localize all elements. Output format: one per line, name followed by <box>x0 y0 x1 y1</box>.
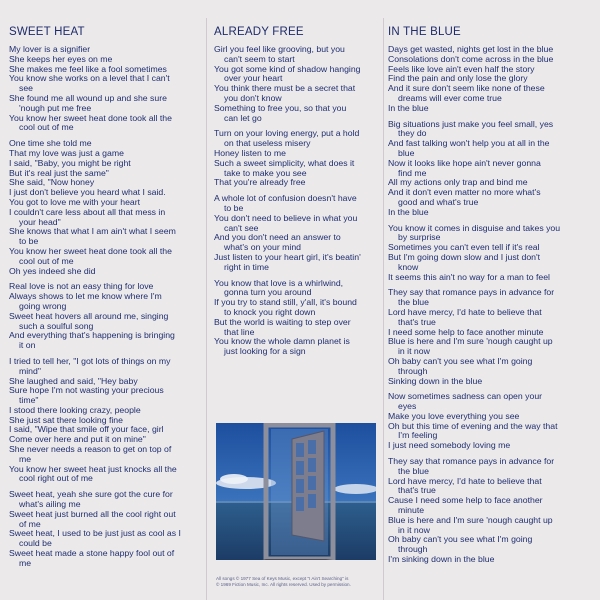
lyric-line: You got some kind of shadow hanging <box>214 63 361 74</box>
lyrics-column-already-free <box>214 0 382 363</box>
lyric-line: the blue <box>398 465 429 476</box>
lyric-line: And everything that's happening is bringing <box>9 330 175 341</box>
lyric-line: She said, "Now honey <box>9 177 95 188</box>
lyric-line: And you don't need an answer to <box>214 232 341 243</box>
lyric-line: My lover is a signifier <box>9 44 91 54</box>
lyric-line: Girl you feel like grooving, but you <box>214 44 345 54</box>
lyric-line: cool out of me <box>19 255 74 266</box>
lyric-line: Sweet heat just burned all the cool right out <box>9 508 176 519</box>
lyric-line: take to make you see <box>224 167 307 178</box>
lyric-line: find me <box>398 167 427 178</box>
lyric-line: In the blue <box>388 206 429 217</box>
lyric-line: cool out of me <box>19 122 74 133</box>
lyric-line: She makes me feel like a fool sometimes <box>9 63 167 74</box>
song-title: IN THE BLUE <box>388 26 461 38</box>
lyric-line: You know it comes in disguise and takes you <box>388 222 561 233</box>
lyric-line: know <box>398 261 419 272</box>
lyric-line: that's true <box>398 485 436 496</box>
stanza-list <box>214 45 382 357</box>
lyric-line: to be <box>19 236 39 247</box>
lyric-line: Such a sweet simplicity, what does it <box>214 157 355 168</box>
lyric-line: eyes <box>398 401 417 412</box>
lyric-line: Sure hope I'm not wasting your precious <box>9 385 164 396</box>
lyric-line: You know her sweet heat done took all the <box>9 112 172 123</box>
lyric-line: what's on your mind <box>224 242 301 253</box>
lyric-line: through <box>398 544 428 555</box>
lyric-line: I'm feeling <box>398 430 438 441</box>
lyric-line: can't seem to start <box>224 53 295 64</box>
lyric-line: Sweet heat, I used to be just just as cool as I <box>9 528 181 539</box>
lyric-line: what's ailing me <box>19 499 81 510</box>
song-title: SWEET HEAT <box>9 26 85 38</box>
lyric-line: All my actions only trap and bind me <box>388 177 528 188</box>
lyric-line: mind" <box>19 365 41 376</box>
lyric-line: You think there must be a secret that <box>214 83 356 94</box>
stanza <box>214 129 382 188</box>
lyric-line: minute <box>398 505 425 516</box>
stanza <box>388 224 596 283</box>
lyric-line: She laughed and said, "Hey baby <box>9 375 138 386</box>
stanza <box>388 457 596 565</box>
lyric-line: Make you love everything you see <box>388 410 520 421</box>
lyric-line: I'm sinking down in the blue <box>388 554 495 565</box>
lyric-line: Oh baby can't you see what I'm going <box>388 355 533 366</box>
lyric-line: 'nough put me free <box>19 102 92 113</box>
lyric-line: That my love was just a game <box>9 147 124 158</box>
lyric-line: One time she told me <box>9 138 92 149</box>
lyric-line: Come over here and put it on mine" <box>9 434 146 445</box>
stanza <box>9 490 202 568</box>
lyric-line: that's true <box>398 316 436 327</box>
lyric-line: Blue is here and I'm sure 'nough caught up <box>388 336 553 347</box>
lyric-line: Oh baby can't you see what I'm going <box>388 534 533 545</box>
lyric-line: You know her sweet heat done took all the <box>9 245 172 256</box>
lyric-line: Feels like love ain't even half the story <box>388 63 535 74</box>
lyric-line: She knows that what I am ain't what I seem <box>9 226 176 237</box>
lyric-line: Days get wasted, nights get lost in the blue <box>388 44 554 54</box>
lyric-line: I need some help to face another minute <box>388 326 544 337</box>
lyric-line: But I'm going down slow and I just don't <box>388 251 541 262</box>
lyric-line: In the blue <box>388 102 429 113</box>
lyric-line: Honey listen to me <box>214 147 286 158</box>
stanza <box>214 279 382 357</box>
lyric-line: good and what's true <box>398 196 479 207</box>
lyric-line: And it sure don't seem like none of these <box>388 83 545 94</box>
lyric-line: Something to free you, so that you <box>214 102 347 113</box>
lyric-line: You got to love me with your heart <box>9 196 141 207</box>
lyric-line: She never needs a reason to get on top of <box>9 444 172 455</box>
lyric-line: Blue is here and I'm sure 'nough caught up <box>388 514 553 525</box>
lyric-line: A whole lot of confusion doesn't have <box>214 193 357 204</box>
lyric-line: I just need somebody loving me <box>388 440 511 451</box>
lyric-line: cool right out of me <box>19 473 93 484</box>
lyric-line: She found me all wound up and she sure <box>9 92 167 103</box>
column-divider <box>206 18 207 600</box>
credit-line: All songs © 1977 Sea of Keys Music, except "I Ain't Searching" is <box>216 576 349 581</box>
lyric-line: time" <box>19 395 39 406</box>
lyric-line: over your heart <box>224 73 283 84</box>
lyric-line: Big situations just make you feel small, yes <box>388 118 554 129</box>
lyric-line: You know she works on a level that I can't <box>9 73 170 84</box>
lyrics-column-sweet-heat <box>9 0 202 575</box>
lyric-line: in it now <box>398 346 430 357</box>
lyrics-column-in-the-blue <box>388 0 596 571</box>
lyric-line: Sometimes you can't even tell if it's real <box>388 242 540 253</box>
lyric-line: Sweet heat made a stone happy fool out of <box>9 548 175 559</box>
lyric-line: I just don't believe you heard what I said. <box>9 187 166 198</box>
lyric-line: Now it looks like hope ain't never gonna <box>388 157 541 168</box>
lyric-line: It seems this ain't no way for a man to feel <box>388 271 550 282</box>
lyric-line: And it don't even matter no more what's <box>388 187 541 198</box>
credit-line: © 1969 Fiction Music, Inc. All rights reserved. Used by permission. <box>216 582 351 587</box>
lyric-line: Lord have mercy, I'd hate to believe that <box>388 475 542 486</box>
lyric-line: to knock you right down <box>224 306 316 317</box>
lyric-line: could be <box>19 538 52 549</box>
lyric-line: can't see <box>224 222 259 233</box>
stanza <box>9 282 202 351</box>
lyric-line: And fast talking won't help you at all in the <box>388 138 550 149</box>
lyric-line: your head" <box>19 216 61 227</box>
lyric-line: on that useless misery <box>224 138 311 149</box>
lyric-line: me <box>19 557 32 568</box>
lyric-line: gonna turn you around <box>224 287 312 298</box>
lyric-line: Turn on your loving energy, put a hold <box>214 128 360 139</box>
lyric-line: Find the pain and only lose the glory <box>388 73 528 84</box>
lyric-line: in it now <box>398 524 430 535</box>
stanza <box>9 357 202 484</box>
lyric-line: You know that love is a whirlwind, <box>214 277 344 288</box>
lyric-line: dreams will ever come true <box>398 92 502 103</box>
copyright-credits <box>216 576 376 588</box>
lyric-line: Consolations don't come across in the blue <box>388 53 554 64</box>
lyric-line: the blue <box>398 297 429 308</box>
lyric-line: They say that romance pays in advance for <box>388 456 555 467</box>
lyric-line: I tried to tell her, "I got lots of things on my <box>9 355 171 366</box>
stanza <box>388 392 596 451</box>
lyric-line: I couldn't care less about all that mess in <box>9 206 166 217</box>
stanza-list <box>9 45 202 569</box>
lyric-line: I said, "Wipe that smile off your face, girl <box>9 424 164 435</box>
lyric-line: Just listen to your heart girl, it's beatin' <box>214 251 361 262</box>
lyric-line: Cause I need some help to face another <box>388 495 543 506</box>
lyric-line: I said, "Baby, you might be right <box>9 157 131 168</box>
lyric-line: through <box>398 365 428 376</box>
lyric-line: She just sat there looking fine <box>9 414 123 425</box>
stanza-list <box>388 45 596 565</box>
lyric-line: it on <box>19 340 36 351</box>
lyric-line: just looking for a sign <box>224 346 306 357</box>
lyric-line: You know the whole damn planet is <box>214 336 350 347</box>
lyric-line: She keeps her eyes on me <box>9 53 113 64</box>
lyric-line: That you're already free <box>214 177 306 188</box>
stanza <box>9 139 202 276</box>
lyric-line: that line <box>224 326 255 337</box>
lyric-line: But the world is waiting to step over <box>214 316 351 327</box>
lyric-line: Oh but this time of evening and the way that <box>388 420 558 431</box>
lyric-line: If you try to stand still, y'all, it's bound <box>214 297 357 308</box>
lyric-line: They say that romance pays in advance for <box>388 287 555 298</box>
door-photo-illustration <box>216 423 376 560</box>
lyric-line: You know her sweet heat just knocks all the <box>9 463 177 474</box>
stanza <box>214 194 382 272</box>
door-in-sky-photo <box>216 423 376 560</box>
lyric-line: But it's real just the same" <box>9 167 109 178</box>
lyric-line: Now sometimes sadness can open your <box>388 391 543 402</box>
lyric-line: going wrong <box>19 300 67 311</box>
stanza <box>388 45 596 114</box>
lyric-line: Sweet heat hovers all around me, singing <box>9 310 169 321</box>
column-divider <box>383 18 384 600</box>
stanza <box>9 45 202 133</box>
stanza <box>388 120 596 218</box>
lyric-line: Lord have mercy, I'd hate to believe that <box>388 306 542 317</box>
lyric-line: You don't need to believe in what you <box>214 212 358 223</box>
lyric-line: Sweet heat, yeah she sure got the cure for <box>9 489 173 500</box>
lyric-line: Real love is not an easy thing for love <box>9 281 154 292</box>
lyric-line: Oh yes indeed she did <box>9 265 96 276</box>
lyric-line: such a soulful song <box>19 320 94 331</box>
stanza <box>214 45 382 123</box>
lyric-line: to be <box>224 202 244 213</box>
lyric-line: Sinking down in the blue <box>388 375 483 386</box>
lyric-line: blue <box>398 147 415 158</box>
lyric-line: of me <box>19 518 41 529</box>
lyric-line: they do <box>398 128 427 139</box>
lyric-line: I stood there looking crazy, people <box>9 404 141 415</box>
lyric-line: right in time <box>224 261 269 272</box>
lyric-line: Always shows to let me know where I'm <box>9 291 162 302</box>
lyric-line: me <box>19 453 32 464</box>
song-title: ALREADY FREE <box>214 26 304 38</box>
lyric-line: can let go <box>224 112 262 123</box>
lyric-line: see <box>19 83 34 94</box>
lyric-line: you don't know <box>224 92 282 103</box>
lyric-line: by surprise <box>398 232 441 243</box>
stanza <box>388 288 596 386</box>
